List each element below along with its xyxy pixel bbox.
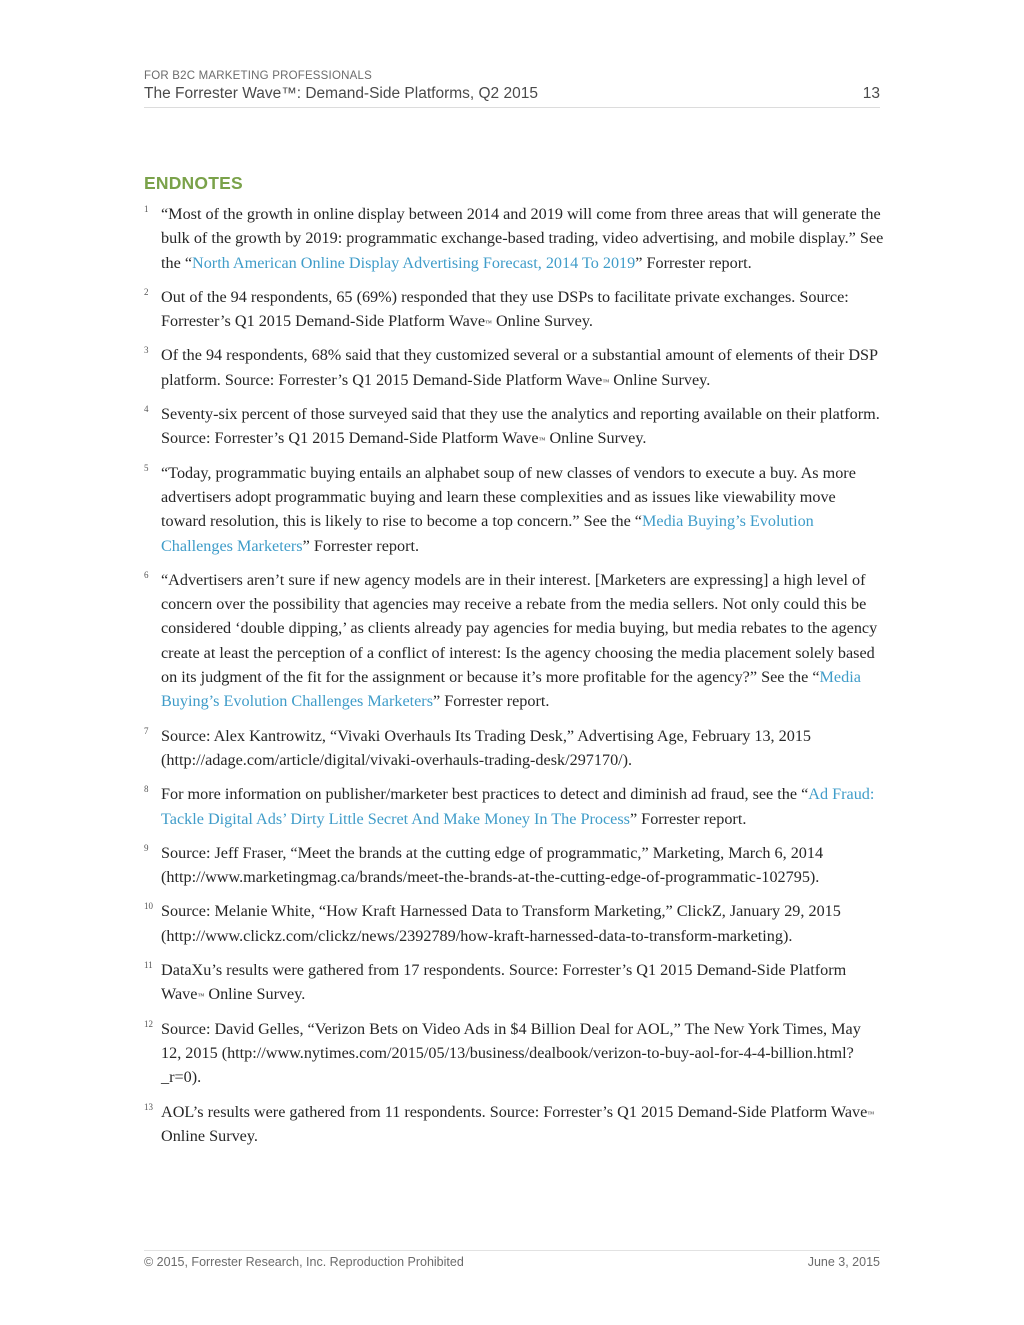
trademark-symbol: ™	[197, 992, 205, 1001]
endnote-text: ” Forrester report.	[635, 253, 752, 272]
endnote	[144, 1100, 884, 1149]
endnote-text: “Advertisers aren’t sure if new agency models are in their interest. [Marketers are expressing] a high level of concern over the possibility that agencies may receive a rebate from the media sellers. Not only could this be considered ‘double dipping,’ as clients already pay agencies for media buying, but media rebates to the agency create at least the perception of a conflict of interest: Is the agency choosing the media placement solely based on its judgment of the fit for the assignment or because it’s more profitable for the agency?” See the “	[161, 570, 878, 687]
page-footer	[144, 1250, 880, 1269]
endnote	[144, 461, 884, 558]
endnotes-list	[144, 202, 884, 1158]
endnote-text: ” Forrester report.	[302, 536, 420, 555]
report-link[interactable]: Ad Fraud: Tackle Digital Ads’ Dirty Little Secret And Make Money In The Process	[161, 785, 875, 828]
endnote-text: Online Survey.	[204, 985, 306, 1004]
endnote-number: 9	[144, 842, 149, 853]
endnote-number: 3	[144, 345, 149, 356]
section-title: ENDNOTES	[144, 173, 243, 193]
report-link[interactable]: Media Buying’s Evolution Challenges Marketers	[161, 512, 814, 555]
endnote	[144, 841, 884, 890]
endnote-number: 11	[144, 960, 153, 971]
trademark-symbol: ™	[485, 319, 492, 328]
endnote-number: 8	[144, 784, 149, 795]
endnote-number: 13	[144, 1101, 153, 1112]
endnote-number: 12	[144, 1018, 153, 1029]
endnote-text: Source: David Gelles, “Verizon Bets on Video Ads in $4 Billion Deal for AOL,” The New York Times, May 12, 2015 (http://www.nytimes.com/2015/05/13/business/dealbook/verizon-to-buy-aol-for-4-4-billion.html?_r=0).	[161, 1019, 861, 1087]
endnote-text: “Most of the growth in online display between 2014 and 2019 will come from three areas that will generate the bulk of the growth by 2019: programmatic exchange-based trading, video advertising, and mobile display.” See the “	[161, 205, 884, 272]
endnote-number: 1	[144, 204, 149, 214]
page-number: 13	[862, 85, 880, 102]
endnote-text: For more information on publisher/marketer best practices to detect and diminish ad fraud, see the “	[161, 785, 809, 804]
endnote-number: 2	[144, 286, 149, 297]
endnote-text: Online Survey.	[545, 429, 647, 448]
endnote	[144, 782, 884, 831]
endnote-text: AOL’s results were gathered from 11 respondents. Source: Forrester’s Q1 2015 Demand-Side Platform Wave	[161, 1102, 868, 1121]
publication-date: June 3, 2015	[807, 1255, 880, 1269]
report-link[interactable]: North American Online Display Advertising Forecast, 2014 To 2019	[192, 253, 636, 272]
endnote-number: 7	[144, 725, 149, 736]
endnote-text: Source: Jeff Fraser, “Meet the brands at the cutting edge of programmatic,” Marketing, March 6, 2014 (http://www.marketingmag.ca/brands/meet-the-brands-at-the-cutting-edge-of-programmatic-102795).	[161, 843, 824, 887]
endnote-text: Source: Alex Kantrowitz, “Vivaki Overhauls Its Trading Desk,” Advertising Age, February 13, 2015 (http://adage.com/article/digital/vivaki-overhauls-trading-desk/297170/).	[161, 726, 812, 769]
endnote	[144, 343, 884, 392]
endnote-text: Online Survey.	[491, 312, 593, 331]
trademark-symbol: ™	[867, 1109, 875, 1118]
page-header	[144, 69, 880, 108]
endnote	[144, 958, 884, 1007]
header-row	[144, 84, 880, 104]
endnote	[144, 724, 884, 773]
report-link[interactable]: Media Buying’s Evolution Challenges Marketers	[161, 668, 861, 711]
endnote	[144, 285, 884, 334]
trademark-symbol: ™	[538, 436, 546, 445]
copyright-notice: © 2015, Forrester Research, Inc. Reproduction Prohibited	[144, 1255, 464, 1269]
endnote-text: Online Survey.	[161, 1126, 258, 1145]
endnote-number: 4	[144, 404, 149, 415]
endnote-text: ” Forrester report.	[433, 692, 550, 711]
endnote-text: ” Forrester report.	[629, 809, 747, 828]
endnote	[144, 899, 884, 948]
trademark-symbol: ™	[602, 377, 610, 386]
endnote	[144, 202, 884, 275]
header-kicker: FOR B2C MARKETING PROFESSIONALS	[144, 70, 372, 82]
report-title: The Forrester Wave™: Demand-Side Platforms, Q2 2015	[144, 85, 538, 102]
endnote-number: 5	[144, 462, 149, 473]
endnote-text: Of the 94 respondents, 68% said that they customized several or a substantial amount of elements of their DSP platform. Source: Forrester’s Q1 2015 Demand-Side Platform Wave	[161, 346, 878, 389]
endnote-number: 10	[144, 901, 153, 912]
endnote-text: Out of the 94 respondents, 65 (69%) responded that they use DSPs to facilitate private exchanges. Source: Forrester’s Q1 2015 Demand-Side Platform Wave	[161, 287, 849, 331]
endnote-text: Seventy-six percent of those surveyed said that they use the analytics and reporting available on their platform. Source: Forrester’s Q1 2015 Demand-Side Platform Wave	[161, 405, 880, 448]
endnote-text: DataXu’s results were gathered from 17 respondents. Source: Forrester’s Q1 2015 Demand-Side Platform Wave	[161, 961, 847, 1004]
endnote	[144, 568, 884, 714]
endnote-text: Online Survey.	[609, 370, 711, 389]
endnote-text: “Today, programmatic buying entails an alphabet soup of new classes of vendors to execute a buy. As more advertisers adopt programmatic buying and learn these complexities and as issues like viewability move toward resolution, this is likely to rise to become a top concern.” See the “	[161, 463, 856, 531]
endnote	[144, 1017, 884, 1090]
endnote-number: 6	[144, 569, 149, 580]
endnote	[144, 402, 884, 451]
endnote-text: Source: Melanie White, “How Kraft Harnessed Data to Transform Marketing,” ClickZ, January 29, 2015 (http://www.clickz.com/clickz/news/2392789/how-kraft-harnessed-data-to-transform-marketing).	[161, 902, 841, 945]
